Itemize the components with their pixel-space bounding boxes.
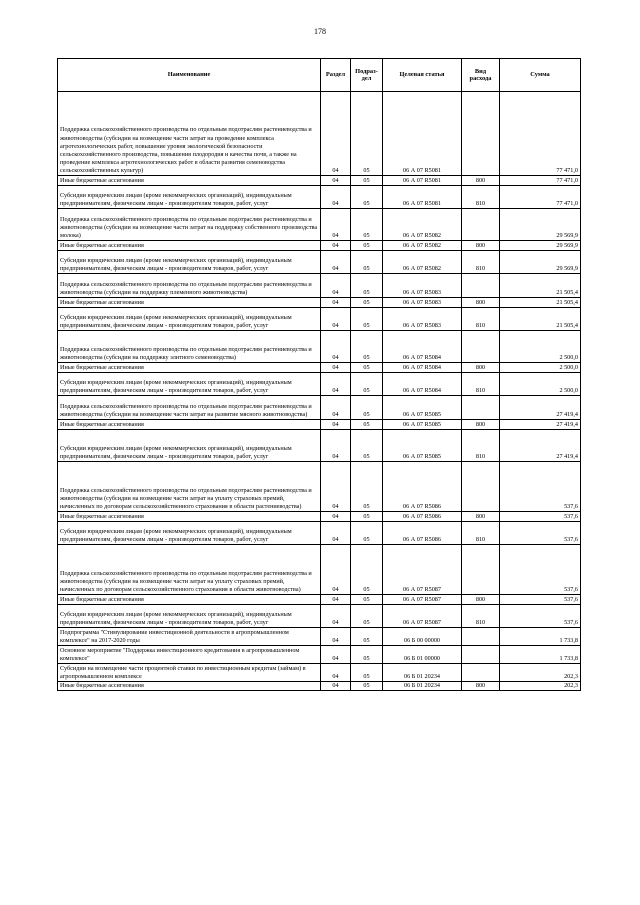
row-amount: 21 505,4 bbox=[500, 274, 581, 298]
row-subsection: 05 bbox=[351, 420, 383, 430]
row-section: 04 bbox=[321, 241, 351, 251]
row-type bbox=[462, 628, 500, 646]
row-target: 06 А 07 R5081 bbox=[383, 176, 462, 186]
row-target: 06 А 07 R5086 bbox=[383, 522, 462, 545]
row-name: Субсидии юридическим лицам (кроме некоммерческих организаций), индивидуальным предпринимателям, физическим лицам - производителям товаров, работ, услуг bbox=[58, 373, 321, 396]
row-section: 04 bbox=[321, 512, 351, 522]
row-target: 06 А 07 R5083 bbox=[383, 298, 462, 308]
row-subsection: 05 bbox=[351, 308, 383, 331]
row-section: 04 bbox=[321, 430, 351, 462]
row-type bbox=[462, 396, 500, 420]
row-section: 04 bbox=[321, 209, 351, 241]
row-subsection: 05 bbox=[351, 430, 383, 462]
row-subsection: 05 bbox=[351, 682, 383, 691]
row-subsection: 05 bbox=[351, 522, 383, 545]
row-amount: 21 505,4 bbox=[500, 298, 581, 308]
row-section: 04 bbox=[321, 298, 351, 308]
row-subsection: 05 bbox=[351, 664, 383, 682]
row-type bbox=[462, 646, 500, 664]
row-name: Поддержка сельскохозяйственного производства по отдельным подотраслям растениеводства и животноводства (субсидии на возмещение части затрат на развитие мясного животноводства) bbox=[58, 396, 321, 420]
row-target: 06 А 07 R5086 bbox=[383, 512, 462, 522]
header-amount: Сумма bbox=[500, 59, 581, 92]
row-type: 810 bbox=[462, 251, 500, 274]
row-type: 810 bbox=[462, 430, 500, 462]
row-type bbox=[462, 274, 500, 298]
table-row bbox=[58, 420, 581, 430]
row-section: 04 bbox=[321, 92, 351, 176]
row-type: 800 bbox=[462, 363, 500, 373]
row-target: 06 А 07 R5082 bbox=[383, 251, 462, 274]
row-amount: 77 471,0 bbox=[500, 186, 581, 209]
row-type bbox=[462, 664, 500, 682]
row-target: 06 А 07 R5085 bbox=[383, 430, 462, 462]
row-type: 800 bbox=[462, 420, 500, 430]
table-row bbox=[58, 209, 581, 241]
row-name: Поддержка сельскохозяйственного производства по отдельным подотраслям растениеводства и животноводства (субсидии на возмещение части затрат на уплату страховых премий, начисленных по договорам сельскохозяйственного страхования в области растениеводства) bbox=[58, 462, 321, 512]
row-name: Иные бюджетные ассигнования bbox=[58, 298, 321, 308]
row-target: 06 А 07 R5087 bbox=[383, 595, 462, 605]
row-amount: 21 505,4 bbox=[500, 308, 581, 331]
row-section: 04 bbox=[321, 176, 351, 186]
row-target: 06 А 07 R5085 bbox=[383, 420, 462, 430]
table-row bbox=[58, 298, 581, 308]
row-subsection: 05 bbox=[351, 176, 383, 186]
row-amount: 1 733,8 bbox=[500, 646, 581, 664]
row-subsection: 05 bbox=[351, 92, 383, 176]
row-type bbox=[462, 209, 500, 241]
row-name: Иные бюджетные ассигнования bbox=[58, 363, 321, 373]
table-row bbox=[58, 308, 581, 331]
row-target: 06 Б 01 00000 bbox=[383, 646, 462, 664]
row-section: 04 bbox=[321, 595, 351, 605]
row-target: 06 А 07 R5087 bbox=[383, 605, 462, 628]
row-name: Субсидии юридическим лицам (кроме некоммерческих организаций), индивидуальным предпринимателям, физическим лицам - производителям товаров, работ, услуг bbox=[58, 251, 321, 274]
row-name: Субсидии на возмещение части процентной ставки по инвестиционным кредитам (займам) в агропромышленном комплексе bbox=[58, 664, 321, 682]
row-section: 04 bbox=[321, 186, 351, 209]
row-target: 06 Б 00 00000 bbox=[383, 628, 462, 646]
table-row bbox=[58, 396, 581, 420]
row-amount: 29 569,9 bbox=[500, 241, 581, 251]
row-target: 06 А 07 R5086 bbox=[383, 462, 462, 512]
row-type: 810 bbox=[462, 522, 500, 545]
row-target: 06 А 07 R5084 bbox=[383, 373, 462, 396]
row-subsection: 05 bbox=[351, 646, 383, 664]
row-type: 810 bbox=[462, 373, 500, 396]
header-subsection: Подраз-дел bbox=[351, 59, 383, 92]
row-amount: 2 500,0 bbox=[500, 373, 581, 396]
row-section: 04 bbox=[321, 331, 351, 363]
row-target: 06 А 07 R5083 bbox=[383, 274, 462, 298]
row-type: 800 bbox=[462, 298, 500, 308]
row-subsection: 05 bbox=[351, 274, 383, 298]
row-subsection: 05 bbox=[351, 595, 383, 605]
row-subsection: 05 bbox=[351, 298, 383, 308]
row-amount: 2 500,0 bbox=[500, 331, 581, 363]
row-target: 06 Б 01 20234 bbox=[383, 682, 462, 691]
row-subsection: 05 bbox=[351, 545, 383, 595]
row-section: 04 bbox=[321, 664, 351, 682]
row-amount: 537,6 bbox=[500, 595, 581, 605]
table-row bbox=[58, 664, 581, 682]
row-name: Поддержка сельскохозяйственного производства по отдельным подотраслям растениеводства и животноводства (субсидии на возмещение части затрат на уплату страховых премий, начисленных по договорам сельскохозяйственного страхования в области животноводства) bbox=[58, 545, 321, 595]
header-section: Раздел bbox=[321, 59, 351, 92]
table-row bbox=[58, 522, 581, 545]
row-type bbox=[462, 92, 500, 176]
row-name: Иные бюджетные ассигнования bbox=[58, 420, 321, 430]
header-name: Наименование bbox=[58, 59, 321, 92]
row-type: 810 bbox=[462, 308, 500, 331]
row-subsection: 05 bbox=[351, 209, 383, 241]
row-name: Поддержка сельскохозяйственного производства по отдельным подотраслям растениеводства и животноводства (субсидии на поддержку племенного животноводства) bbox=[58, 274, 321, 298]
row-target: 06 А 07 R5087 bbox=[383, 545, 462, 595]
row-amount: 537,6 bbox=[500, 522, 581, 545]
table-row bbox=[58, 251, 581, 274]
row-section: 04 bbox=[321, 462, 351, 512]
budget-table bbox=[57, 58, 581, 691]
table-row bbox=[58, 331, 581, 363]
row-section: 04 bbox=[321, 682, 351, 691]
row-section: 04 bbox=[321, 396, 351, 420]
row-amount: 77 471,0 bbox=[500, 92, 581, 176]
table-row bbox=[58, 605, 581, 628]
row-subsection: 05 bbox=[351, 396, 383, 420]
row-target: 06 А 07 R5083 bbox=[383, 308, 462, 331]
row-name: Иные бюджетные ассигнования bbox=[58, 241, 321, 251]
row-section: 04 bbox=[321, 522, 351, 545]
row-name: Субсидии юридическим лицам (кроме некоммерческих организаций), индивидуальным предпринимателям, физическим лицам - производителям товаров, работ, услуг bbox=[58, 186, 321, 209]
row-amount: 202,3 bbox=[500, 664, 581, 682]
row-section: 04 bbox=[321, 605, 351, 628]
row-section: 04 bbox=[321, 251, 351, 274]
row-section: 04 bbox=[321, 308, 351, 331]
row-amount: 27 419,4 bbox=[500, 420, 581, 430]
table-row bbox=[58, 682, 581, 691]
row-subsection: 05 bbox=[351, 512, 383, 522]
row-amount: 537,6 bbox=[500, 605, 581, 628]
row-type: 810 bbox=[462, 186, 500, 209]
row-target: 06 А 07 R5081 bbox=[383, 92, 462, 176]
table-row bbox=[58, 512, 581, 522]
row-subsection: 05 bbox=[351, 462, 383, 512]
row-subsection: 05 bbox=[351, 241, 383, 251]
row-name: Иные бюджетные ассигнования bbox=[58, 512, 321, 522]
table-row bbox=[58, 646, 581, 664]
row-subsection: 05 bbox=[351, 331, 383, 363]
row-subsection: 05 bbox=[351, 363, 383, 373]
row-target: 06 А 07 R5084 bbox=[383, 331, 462, 363]
row-name: Иные бюджетные ассигнования bbox=[58, 176, 321, 186]
table-row bbox=[58, 462, 581, 512]
row-name: Субсидии юридическим лицам (кроме некоммерческих организаций), индивидуальным предпринимателям, физическим лицам - производителям товаров, работ, услуг bbox=[58, 308, 321, 331]
row-type bbox=[462, 545, 500, 595]
row-section: 04 bbox=[321, 420, 351, 430]
row-type: 810 bbox=[462, 605, 500, 628]
row-type bbox=[462, 331, 500, 363]
row-target: 06 Б 01 20234 bbox=[383, 664, 462, 682]
row-target: 06 А 07 R5082 bbox=[383, 209, 462, 241]
row-name: Поддержка сельскохозяйственного производства по отдельным подотраслям растениеводства и животноводства (субсидии на возмещение части затрат на поддержку собственного производства молока) bbox=[58, 209, 321, 241]
row-section: 04 bbox=[321, 646, 351, 664]
row-amount: 27 419,4 bbox=[500, 396, 581, 420]
row-target: 06 А 07 R5085 bbox=[383, 396, 462, 420]
row-name: Субсидии юридическим лицам (кроме некоммерческих организаций), индивидуальным предпринимателям, физическим лицам - производителям товаров, работ, услуг bbox=[58, 605, 321, 628]
row-section: 04 bbox=[321, 274, 351, 298]
row-amount: 29 569,9 bbox=[500, 251, 581, 274]
row-amount: 537,6 bbox=[500, 512, 581, 522]
row-amount: 202,3 bbox=[500, 682, 581, 691]
row-target: 06 А 07 R5082 bbox=[383, 241, 462, 251]
table-row bbox=[58, 545, 581, 595]
table-row bbox=[58, 628, 581, 646]
row-name: Подпрограмма "Стимулирование инвестиционной деятельности в агропромышленном комплексе" на 2017-2020 годы bbox=[58, 628, 321, 646]
row-amount: 537,6 bbox=[500, 462, 581, 512]
table-row bbox=[58, 176, 581, 186]
table-row bbox=[58, 274, 581, 298]
row-amount: 537,6 bbox=[500, 545, 581, 595]
row-name: Субсидии юридическим лицам (кроме некоммерческих организаций), индивидуальным предпринимателям, физическим лицам - производителям товаров, работ, услуг bbox=[58, 522, 321, 545]
row-subsection: 05 bbox=[351, 628, 383, 646]
row-amount: 77 471,0 bbox=[500, 176, 581, 186]
row-name: Поддержка сельскохозяйственного производства по отдельным подотраслям растениеводства и животноводства (субсидии на возмещение части затрат на проведение комплекса агротехнологических работ, повышение уровня экологической безопасности сельскохозяйственного производства, повышения плодородия и качества почв, а также на проведение комплекса агротехнологических работ в области развития семеноводства сельскохозяйственных культур) bbox=[58, 92, 321, 176]
row-type: 800 bbox=[462, 512, 500, 522]
row-subsection: 05 bbox=[351, 251, 383, 274]
page-number: 178 bbox=[314, 27, 326, 36]
row-type: 800 bbox=[462, 682, 500, 691]
row-type: 800 bbox=[462, 595, 500, 605]
row-name: Основное мероприятие "Поддержка инвестиционного кредитования в агропромышленном комплексе" bbox=[58, 646, 321, 664]
row-section: 04 bbox=[321, 545, 351, 595]
row-target: 06 А 07 R5084 bbox=[383, 363, 462, 373]
table-row bbox=[58, 186, 581, 209]
row-amount: 2 500,0 bbox=[500, 363, 581, 373]
row-name: Иные бюджетные ассигнования bbox=[58, 595, 321, 605]
row-name: Иные бюджетные ассигнования bbox=[58, 682, 321, 691]
row-name: Субсидии юридическим лицам (кроме некоммерческих организаций), индивидуальным предпринимателям, физическим лицам - производителям товаров, работ, услуг bbox=[58, 430, 321, 462]
table-row bbox=[58, 373, 581, 396]
header-type: Вид расхода bbox=[462, 59, 500, 92]
row-amount: 27 419,4 bbox=[500, 430, 581, 462]
row-type bbox=[462, 462, 500, 512]
row-subsection: 05 bbox=[351, 605, 383, 628]
row-name: Поддержка сельскохозяйственного производства по отдельным подотраслям растениеводства и животноводства (субсидии на поддержку элитного семеноводства) bbox=[58, 331, 321, 363]
row-section: 04 bbox=[321, 363, 351, 373]
row-section: 04 bbox=[321, 628, 351, 646]
row-type: 800 bbox=[462, 176, 500, 186]
header-target: Целевая статья bbox=[383, 59, 462, 92]
row-section: 04 bbox=[321, 373, 351, 396]
row-target: 06 А 07 R5081 bbox=[383, 186, 462, 209]
row-amount: 1 733,8 bbox=[500, 628, 581, 646]
row-subsection: 05 bbox=[351, 373, 383, 396]
table-row bbox=[58, 92, 581, 176]
row-subsection: 05 bbox=[351, 186, 383, 209]
table-row bbox=[58, 363, 581, 373]
row-amount: 29 569,9 bbox=[500, 209, 581, 241]
table-row bbox=[58, 595, 581, 605]
table-row bbox=[58, 430, 581, 462]
table-row bbox=[58, 241, 581, 251]
row-type: 800 bbox=[462, 241, 500, 251]
header-row bbox=[58, 59, 581, 92]
